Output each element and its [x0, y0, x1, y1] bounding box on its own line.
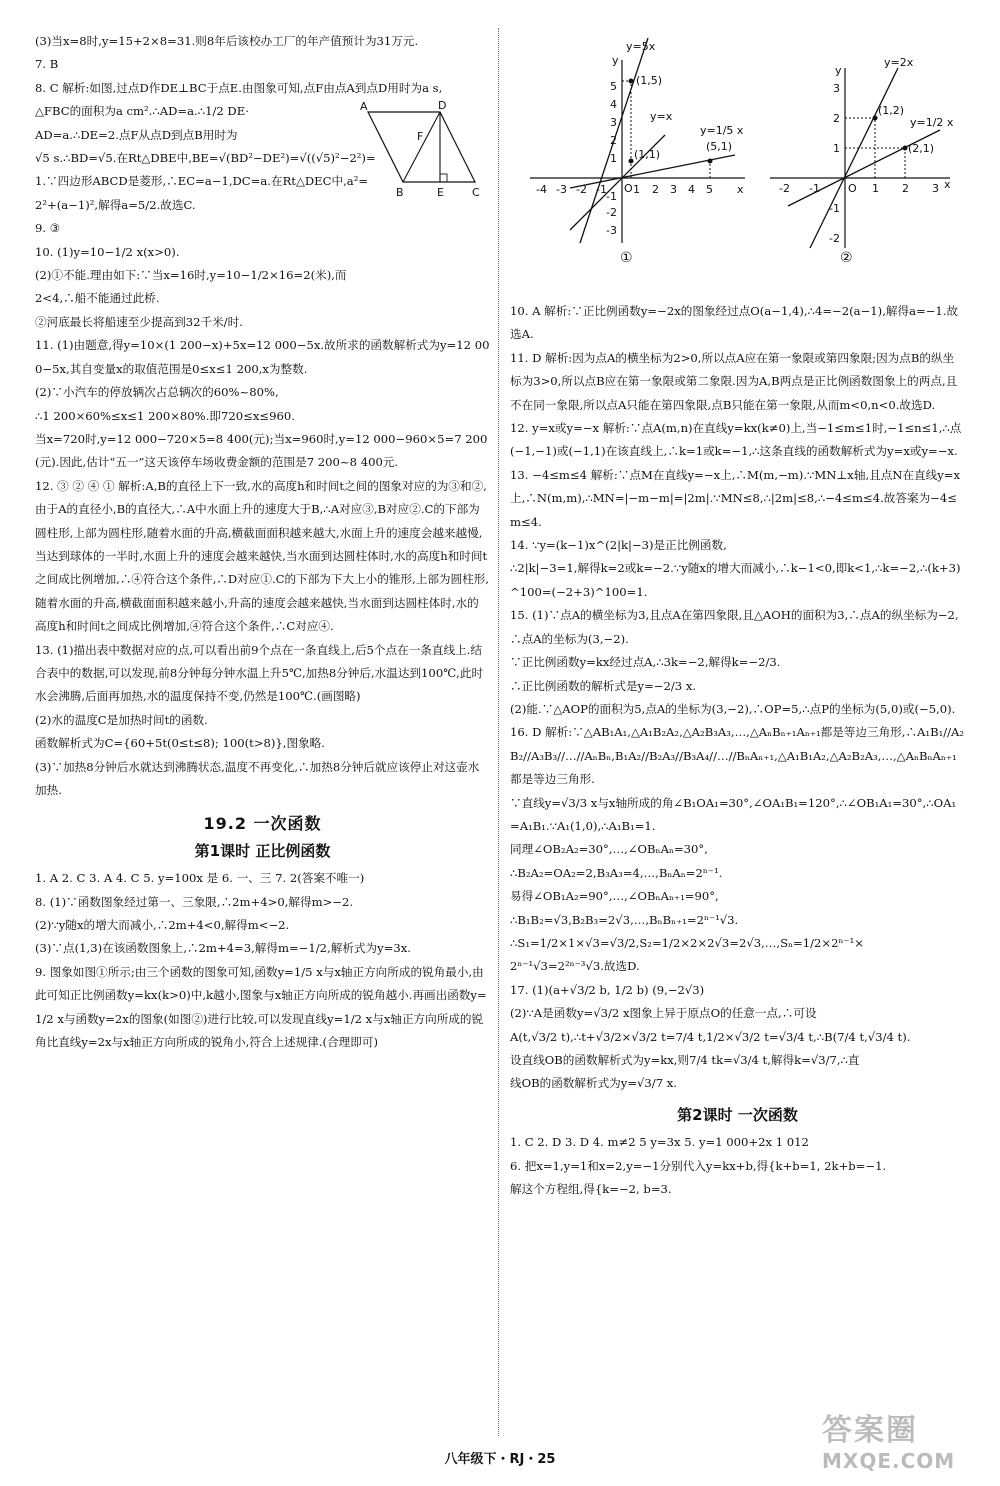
- graph1-xtick: 1: [633, 183, 640, 196]
- answer-line: ∵正比例函数y=kx经过点A,∴3k=−2,解得k=−2/3.: [510, 655, 781, 670]
- answer-line: 10. A 解析:∵正比例函数y=−2x的图象经过点O(a−1,4),∴4=−2(a−1),解得a=−1.故选A.: [510, 304, 959, 342]
- graph1-point-1-5: [629, 79, 634, 84]
- graph1-xtick: -3: [556, 183, 567, 196]
- graph2-ytick: -2: [829, 232, 840, 245]
- graph2-pt-2-1: (2,1): [908, 142, 935, 155]
- function-graphs: [530, 38, 970, 293]
- answer-line: 17. (1)(a+√3/2 b, 1/2 b) (9,−2√3): [510, 982, 705, 997]
- graph1-xtick: -4: [536, 183, 547, 196]
- answer-line: (2)∵y随x的增大而减小,∴2m+4<0,解得m<−2.: [35, 918, 290, 933]
- right-answers-2: [510, 1131, 965, 1201]
- graph2-ytick: 3: [833, 82, 840, 95]
- graph2-axis-x: x: [944, 178, 951, 191]
- graph1-pt-5-1: (5,1): [706, 140, 733, 153]
- answer-line: ∴B₂A₂=OA₂=2,B₃A₃=4,…,BₙAₙ=2ⁿ⁻¹.: [510, 865, 723, 880]
- label-e: E: [437, 186, 444, 199]
- answer-line: (2)①不能.理由如下:∵当x=16时,y=10−1/2×16=2(米),而: [35, 268, 347, 283]
- graph2-point-2-1: [903, 146, 908, 151]
- graph1-xtick: 5: [706, 183, 713, 196]
- answer-line: 易得∠OB₁A₂=90°,…,∠OBₙAₙ₊₁=90°,: [510, 889, 719, 904]
- graph2-caption: ②: [840, 250, 853, 266]
- answer-line: 7. B: [35, 57, 59, 72]
- graph2-origin: O: [848, 182, 857, 195]
- answer-line: 1. A 2. C 3. A 4. C 5. y=100x 是 6. 一、三 7. 2(答案不唯一): [35, 871, 365, 886]
- answer-line: A(t,√3/2 t),∴t+√3/2×√3/2 t=7/4 t,1/2×√3/2 t=√3/4 t,∴B(7/4 t,√3/4 t).: [510, 1029, 911, 1044]
- answer-line: AD=a.∴DE=2.点F从点D到点B用时为: [35, 127, 238, 142]
- graph1-label-fifth-x: y=1/5 x: [700, 124, 744, 137]
- left-answers-2: [35, 867, 490, 1054]
- answer-line: 8. (1)∵函数图象经过第一、三象限,∴2m+4>0,解得m>−2.: [35, 894, 354, 909]
- graph1-pt-1-5: (1,5): [636, 74, 663, 87]
- graph2-ytick: 2: [833, 112, 840, 125]
- label-a: A: [360, 100, 368, 113]
- graph2-xtick: -2: [779, 182, 790, 195]
- lesson2-title: 第2课时 一次函数: [677, 1105, 798, 1124]
- answer-line: 8. C 解析:如图,过点D作DE⊥BC于点E.由图象可知,点F由点A到点D用时为a s,: [35, 80, 443, 95]
- answer-line: 2<4,∴船不能通过此桥.: [35, 291, 160, 306]
- graph2-ytick: 1: [833, 142, 840, 155]
- answer-line: 线OB的函数解析式为y=√3/7 x.: [510, 1076, 677, 1091]
- graph2-pt-1-2: (1,2): [878, 104, 905, 117]
- graph1-point-1-1: [629, 159, 634, 164]
- graph1-ytick: 3: [610, 116, 617, 129]
- graph1-label-5x: y=5x: [626, 40, 656, 53]
- graph1-label-x: y=x: [650, 110, 673, 123]
- graph1-xtick: -1: [596, 183, 607, 196]
- graph2-xtick: 2: [902, 182, 909, 195]
- graph1-caption: ①: [620, 250, 633, 266]
- graph2-label-2x: y=2x: [884, 56, 914, 69]
- graph2-xtick: -1: [809, 182, 820, 195]
- graph1-ytick: 5: [610, 80, 617, 93]
- answer-line: 同理∠OB₂A₂=30°,…,∠OBₙAₙ=30°,: [510, 842, 708, 857]
- graph1-axis-y: y: [612, 54, 619, 67]
- answer-line: ∴1 200×60%≤x≤1 200×80%.即720≤x≤960.: [35, 408, 295, 423]
- answer-line: 9. ③: [35, 221, 61, 236]
- answer-line: 2²+(a−1)²,解得a=5/2.故选C.: [35, 197, 196, 212]
- answer-line: 当x=720时,y=12 000−720×5=8 400(元);当x=960时,y=12 000−960×5=7 200(元).因此,估计“五一”这天该停车场收费金额的范围是7 200~8 400元.: [35, 431, 488, 470]
- graph1-ytick: 4: [610, 98, 617, 111]
- right-column: [510, 300, 965, 1201]
- answer-line: ∴S₁=1/2×1×√3=√3/2,S₂=1/2×2×2√3=2√3,…,Sₙ=1/2×2ⁿ⁻¹×: [510, 935, 864, 950]
- answer-line: (2)能.∵△AOP的面积为5,点A的坐标为(3,−2),∴OP=5,∴点P的坐标为(5,0)或(−5,0).: [510, 701, 956, 716]
- answer-line: (3)当x=8时,y=15+2×8=31.则8年后该校办工厂的年产值预计为31万元.: [35, 34, 419, 48]
- answer-line: (3)∵点(1,3)在该函数图象上,∴2m+4=3,解得m=−1/2,解析式为y=3x.: [35, 941, 411, 956]
- answer-line: (2)∵A是函数y=√3/2 x图象上异于原点O的任意一点,∴可设: [510, 1006, 817, 1021]
- answer-line: 14. ∵y=(k−1)x^(2|k|−3)是正比例函数,: [510, 538, 727, 553]
- graph1-xtick: 3: [670, 183, 677, 196]
- answer-line: ②河底最长将船速至少提高到32千米/时.: [35, 314, 243, 329]
- lesson1-title: 第1课时 正比例函数: [194, 841, 331, 860]
- label-f: F: [417, 130, 424, 143]
- graph1-xtick: -2: [576, 183, 587, 196]
- label-d: D: [438, 100, 447, 112]
- graph1-point-5-1: [708, 159, 713, 164]
- answer-line: 1.∵四边形ABCD是菱形,∴EC=a−1,DC=a.在Rt△DEC中,a²=: [35, 174, 369, 189]
- answer-line: ∵直线y=√3/3 x与x轴所成的角∠B₁OA₁=30°,∠OA₁B₁=120°,∴∠OB₁A₁=30°,∴OA₁=A₁B₁.∵A₁(1,0),∴A₁B₁=1.: [510, 795, 957, 833]
- graph-1: [530, 38, 745, 266]
- graph1-xtick: 2: [652, 183, 659, 196]
- answer-line: 10. (1)y=10−1/2 x(x>0).: [35, 244, 180, 259]
- graph1-xtick: 4: [688, 183, 695, 196]
- watermark: [822, 1405, 982, 1477]
- answer-line: △FBC的面积为a cm².∴AD=a.∴1/2 DE·: [35, 104, 249, 119]
- answer-line: √5 s.∴BD=√5.在Rt△DBE中,BE=√(BD²−DE²)=√((√5)²−2²)=: [35, 151, 376, 166]
- answer-line: 2ⁿ⁻¹√3=2²ⁿ⁻³√3.故选D.: [510, 959, 640, 974]
- graph1-ytick: 2: [610, 134, 617, 147]
- answer-line: 13. −4≤m≤4 解析:∵点M在直线y=−x上,∴M(m,−m).∵MN⊥x轴,且点N在直线y=x上,∴N(m,m),∴MN=|−m−m|=|2m|.∵MN≤8,∴|2m|≤8,∴−4≤m≤4.故答案为−4≤m≤4.: [510, 467, 961, 529]
- graph2-axis-y: y: [835, 64, 842, 77]
- answer-line: 13. (1)描出表中数据对应的点,可以看出前9个点在一条直线上,后5个点在一条直线上.结合表中的数据,可以发现,前8分钟每分钟水温上升5℃,加热8分钟后,水温达到100℃,此时水会沸腾,后面再加热,水的温度保持不变,仍然是100℃.(画图略): [35, 642, 484, 704]
- label-b: B: [396, 186, 404, 199]
- graph-2: [770, 56, 954, 266]
- answer-line: (2)水的温度C是加热时间t的函数.: [35, 712, 208, 727]
- graph1-ytick: -2: [606, 206, 617, 219]
- answer-line: 函数解析式为C={60+5t(0≤t≤8); 100(t>8)},图象略.: [35, 736, 325, 751]
- graph2-label-half-x: y=1/2 x: [910, 116, 954, 129]
- answer-line: 16. D 解析:∵△AB₁A₁,△A₁B₂A₂,△A₂B₃A₃,…,△AₙBₙ₊₁Aₙ₊₁都是等边三角形,∴A₁B₁//A₂B₂//A₃B₃//…//AₙBₙ,B₁A₂//B₂A₃//B₃A₄//…//BₙAₙ₊₁,△A₁B₁A₂,△A₂B₂A₃,…,△AₙBₙAₙ₊₁都是等边三角形.: [510, 725, 965, 787]
- answer-line: 9. 图象如图①所示;由三个函数的图象可知,函数y=1/5 x与x轴正方向所成的锐角最小,由此可知正比例函数y=kx(k>0)中,k越小,图象与x轴正方向所成的锐角越小.再画出函数y=1/2 x与函数y=2x的图象(如图②)进行比较,可以发现直线y=1/2 x与x轴正方向所成的锐角比直线y=2x与x轴正方向所成的锐角小,符合上述规律.(合理即可): [35, 964, 487, 1050]
- label-c: C: [472, 186, 480, 199]
- graph2-xtick: 3: [932, 182, 939, 195]
- answer-line: (3)∵加热8分钟后水就达到沸腾状态,温度不再变化,∴加热8分钟后就应该停止对这壶水加热.: [35, 759, 480, 797]
- watermark-site: MXQE.COM: [822, 1449, 956, 1473]
- graph2-xtick: 1: [872, 182, 879, 195]
- section-title: 19.2 一次函数: [203, 814, 322, 834]
- answer-line: 15. (1)∵点A的横坐标为3,且点A在第四象限,且△AOH的面积为3,∴点A的纵坐标为−2,∴点A的坐标为(3,−2).: [510, 608, 959, 646]
- answer-line: 12. y=x或y=−x 解析:∵点A(m,n)在直线y=kx(k≠0)上,当−1≤m≤1时,−1≤n≤1,∴点(−1,−1)或(−1,1)在该直线上,∴k=1或k=−1,∴这条直线的函数解析式为y=x或y=−x.: [510, 421, 962, 459]
- graph2-ytick: -1: [829, 202, 840, 215]
- answer-line: ∴正比例函数的解析式是y=−2/3 x.: [510, 678, 697, 693]
- answer-line: 11. D 解析:因为点A的横坐标为2>0,所以点A应在第一象限或第四象限;因为点B的纵坐标为3>0,所以点B应在第一象限或第二象限.因为A,B两点是正比例函数图象上的两点,且不在同一象限,所以点A只能在第四象限,点B只能在第一象限,从而m<0,n<0.故选D.: [510, 350, 958, 412]
- right-angle-mark: [440, 174, 447, 182]
- rhombus-figure: [360, 100, 485, 200]
- graph1-origin: O: [624, 182, 633, 195]
- page-footer: 八年级下・RJ・25: [444, 1452, 556, 1467]
- column-divider: [498, 28, 499, 1436]
- graph2-point-1-2: [873, 116, 878, 121]
- watermark-logo: 答案圈: [822, 1413, 918, 1448]
- graph1-ytick: 1: [610, 152, 617, 165]
- diagonal-bd: [403, 112, 440, 182]
- answer-line: 12. ③ ② ④ ① 解析:A,B的直径上下一致,水的高度h和时间t之间的图象对应的为③和②,由于A的直径小,B的直径大,∴A中水面上升的速度大于B,∴A对应③,B对应②.C的下部为圆柱形,上部为圆柱形,随着水面的升高,横截面面积越来越大,水面上升的速度会越来越慢,当达到球体的一半时,水面上升的速度会越来越快,当水面到达圆柱体时,水的高度h和时间t之间成比例增加,∴④符合这个条件,∴D对应①.C的下部为下大上小的锥形,上部为圆柱形,随着水面的升高,横截面面积越来越小,升高的速度会越来越快,当水面到达圆柱体时,水的高度h和时间t之间成比例增加,④符合这个条件,∴C对应④.: [35, 478, 489, 634]
- graph1-ytick: -1: [606, 190, 617, 203]
- answer-line: ∴B₁B₂=√3,B₂B₃=2√3,…,BₙBₙ₊₁=2ⁿ⁻¹√3.: [510, 912, 739, 927]
- answer-line: (2)∵小汽车的停放辆次占总辆次的60%~80%,: [35, 385, 279, 400]
- graph1-axis-x: x: [737, 183, 744, 196]
- answer-line: 设直线OB的函数解析式为y=kx,则7/4 tk=√3/4 t,解得k=√3/7,∴直: [510, 1053, 860, 1067]
- right-answers: [510, 300, 965, 1096]
- graph1-pt-1-1: (1,1): [634, 148, 661, 161]
- answer-line: 6. 把x=1,y=1和x=2,y=−1分别代入y=kx+b,得{k+b=1, 2k+b=−1.: [510, 1158, 887, 1173]
- graph1-ytick: -3: [606, 224, 617, 237]
- answer-line: 11. (1)由题意,得y=10×(1 200−x)+5x=12 000−5x.故所求的函数解析式为y=12 000−5x,其自变量x的取值范围是0≤x≤1 200,x为整数.: [35, 338, 490, 376]
- answer-line: 解这个方程组,得{k=−2, b=3.: [510, 1182, 672, 1197]
- answer-line: 1. C 2. D 3. D 4. m≠2 5 y=3x 5. y=1 000+2x 1 012: [510, 1135, 809, 1150]
- answer-line: ∴2|k|−3=1,解得k=2或k=−2.∵y随x的增大而减小,∴k−1<0,即k<1,∴k=−2,∴(k+3)^100=(−2+3)^100=1.: [510, 561, 961, 599]
